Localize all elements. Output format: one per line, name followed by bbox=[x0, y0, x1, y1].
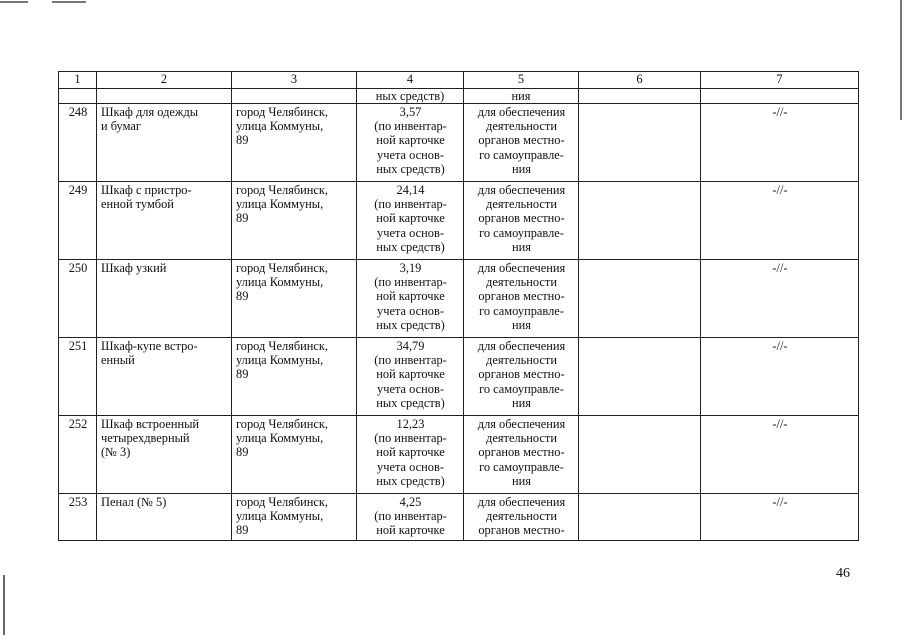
item-purpose: для обеспечения деятельности органов местно- bbox=[464, 494, 579, 541]
table-row bbox=[59, 338, 859, 416]
item-col6 bbox=[579, 260, 701, 338]
item-value: 3,57 (по инвентар- ной карточке учета основ- ных средств) bbox=[357, 104, 464, 182]
column-number-row bbox=[59, 72, 859, 89]
row-number: 253 bbox=[59, 494, 97, 541]
item-name: Шкаф для одежды и бумаг bbox=[97, 104, 232, 182]
table-row bbox=[59, 182, 859, 260]
scan-edge-left bbox=[3, 575, 5, 635]
item-value: 34,79 (по инвентар- ной карточке учета основ- ных средств) bbox=[357, 338, 464, 416]
item-purpose: для обеспечения деятельности органов местно- го самоуправле- ния bbox=[464, 338, 579, 416]
item-address: город Челябинск, улица Коммуны, 89 bbox=[232, 338, 357, 416]
item-col7: -//- bbox=[701, 182, 859, 260]
item-col7: -//- bbox=[701, 260, 859, 338]
property-register-table bbox=[58, 71, 859, 541]
item-col6 bbox=[579, 104, 701, 182]
table-row bbox=[59, 260, 859, 338]
item-name: Шкаф узкий bbox=[97, 260, 232, 338]
item-address: город Челябинск, улица Коммуны, 89 bbox=[232, 182, 357, 260]
table-row bbox=[59, 104, 859, 182]
row-number: 248 bbox=[59, 104, 97, 182]
column-header: 3 bbox=[232, 72, 357, 89]
item-col7: -//- bbox=[701, 416, 859, 494]
column-header: 6 bbox=[579, 72, 701, 89]
item-purpose: для обеспечения деятельности органов местно- го самоуправле- ния bbox=[464, 104, 579, 182]
item-value: 3,19 (по инвентар- ной карточке учета основ- ных средств) bbox=[357, 260, 464, 338]
item-col6 bbox=[579, 338, 701, 416]
item-purpose: для обеспечения деятельности органов местно- го самоуправле- ния bbox=[464, 260, 579, 338]
item-name: Пенал (№ 5) bbox=[97, 494, 232, 541]
column-header: 5 bbox=[464, 72, 579, 89]
item-address: город Челябинск, улица Коммуны, 89 bbox=[232, 494, 357, 541]
row-number: 252 bbox=[59, 416, 97, 494]
item-purpose: для обеспечения деятельности органов местно- го самоуправле- ния bbox=[464, 416, 579, 494]
table-row bbox=[59, 416, 859, 494]
item-value: 24,14 (по инвентар- ной карточке учета основ- ных средств) bbox=[357, 182, 464, 260]
scan-mark-right bbox=[52, 1, 86, 3]
item-value: 12,23 (по инвентар- ной карточке учета основ- ных средств) bbox=[357, 416, 464, 494]
table-row bbox=[59, 494, 859, 541]
item-col7: -//- bbox=[701, 494, 859, 541]
column-header: 1 bbox=[59, 72, 97, 89]
item-col6 bbox=[579, 182, 701, 260]
item-purpose: для обеспечения деятельности органов местно- го самоуправле- ния bbox=[464, 182, 579, 260]
continuation-row bbox=[59, 89, 859, 104]
item-name: Шкаф-купе встро- енный bbox=[97, 338, 232, 416]
item-value: 4,25 (по инвентар- ной карточке bbox=[357, 494, 464, 541]
item-col7: -//- bbox=[701, 338, 859, 416]
item-name: Шкаф с пристро- енной тумбой bbox=[97, 182, 232, 260]
row-number: 249 bbox=[59, 182, 97, 260]
continuation-value: ных средств) bbox=[357, 89, 464, 104]
item-address: город Челябинск, улица Коммуны, 89 bbox=[232, 260, 357, 338]
column-header: 2 bbox=[97, 72, 232, 89]
item-col6 bbox=[579, 494, 701, 541]
item-name: Шкаф встроенный четырехдверный (№ 3) bbox=[97, 416, 232, 494]
page-number: 46 bbox=[836, 566, 850, 581]
column-header: 4 bbox=[357, 72, 464, 89]
item-address: город Челябинск, улица Коммуны, 89 bbox=[232, 104, 357, 182]
scan-edge-right bbox=[900, 0, 902, 120]
scan-mark-left bbox=[0, 1, 28, 3]
item-address: город Челябинск, улица Коммуны, 89 bbox=[232, 416, 357, 494]
item-col6 bbox=[579, 416, 701, 494]
continuation-purpose: ния bbox=[464, 89, 579, 104]
item-col7: -//- bbox=[701, 104, 859, 182]
column-header: 7 bbox=[701, 72, 859, 89]
row-number: 251 bbox=[59, 338, 97, 416]
row-number: 250 bbox=[59, 260, 97, 338]
